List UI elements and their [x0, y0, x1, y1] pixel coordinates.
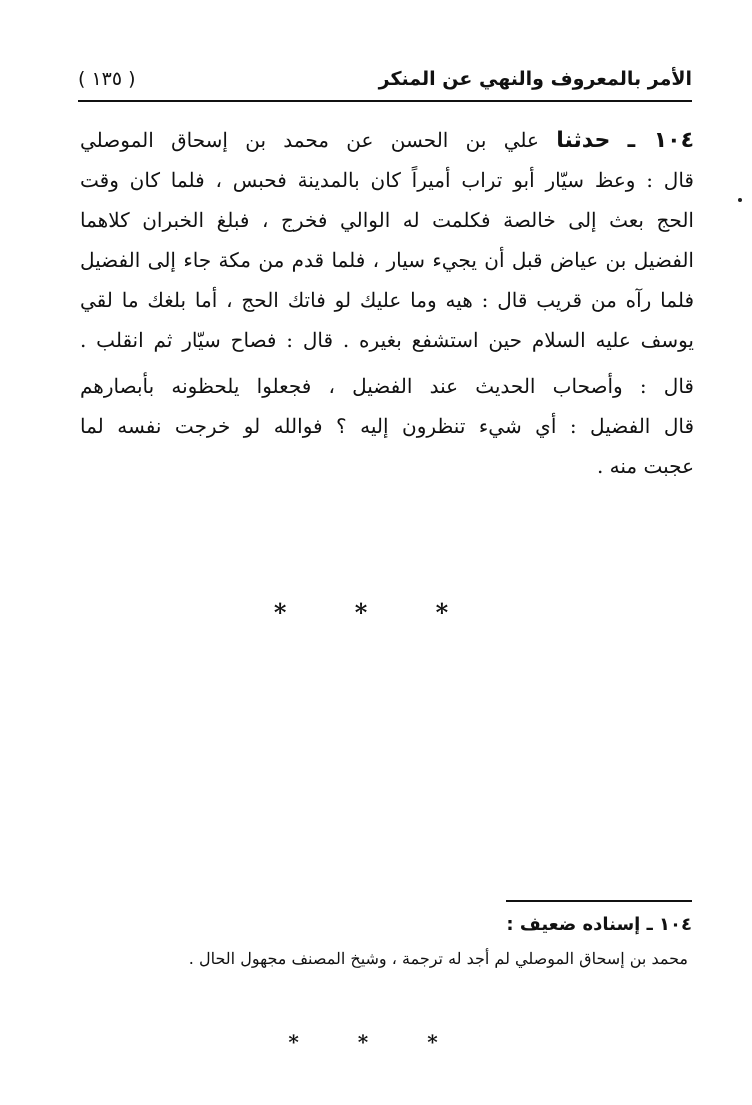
page-number: ( ١٣٥ ) — [78, 68, 136, 90]
footnote-rule — [506, 900, 692, 902]
hadith-line-3: الحج بعث إلى خالصة فكلمت له الوالي فخرج ، فبلغ الخبران كلاهما — [80, 208, 694, 232]
margin-dot — [738, 198, 742, 202]
footnote — [80, 908, 692, 976]
hadith-lead-word: حدثنا — [556, 128, 611, 153]
section-separator: * * * — [273, 598, 479, 627]
footer-separator: * * * — [288, 1030, 464, 1054]
footnote-heading: ١٠٤ ـ إسناده ضعيف : — [506, 914, 692, 935]
hadith-line-1 — [80, 120, 694, 160]
hadith-line-4: الفضيل بن عياض قبل أن يجيء سيار ، فلما قدم من مكة جاء إلى الفضيل — [80, 248, 694, 272]
hadith-line-8: قال الفضيل : أي شيء تنظرون إليه ؟ فوالله لو خرجت نفسه لما — [80, 414, 694, 438]
hadith-line-6: يوسف عليه السلام حين استشفع بغيره . قال : فصاح سيّار ثم انقلب . — [80, 328, 694, 352]
hadith-line-9: عجبت منه . — [596, 454, 694, 478]
hadith-line-7: قال : وأصحاب الحديث عند الفضيل ، فجعلوا يلحظونه بأبصارهم — [80, 374, 694, 398]
header-rule — [78, 100, 692, 102]
hadith-text — [80, 120, 694, 486]
hadith-paragraph-1 — [80, 120, 694, 360]
hadith-number: ١٠٤ ـ — [627, 128, 694, 153]
hadith-line-text: علي بن الحسن عن محمد بن إسحاق الموصلي — [80, 128, 539, 152]
running-title: الأمر بالمعروف والنهي عن المنكر — [378, 68, 692, 90]
running-header — [78, 68, 692, 98]
hadith-line-5: فلما رآه من قريب قال : هيه وما عليك لو فاتك الحج ، أما بلغك ما لقي — [80, 288, 694, 312]
hadith-paragraph-2 — [80, 366, 694, 486]
hadith-line-2: قال : وعظ سيّار أبو تراب أميراً كان بالمدينة فحبس ، فلما كان وقت — [80, 168, 694, 192]
footnote-text: محمد بن إسحاق الموصلي لم أجد له ترجمة ، وشيخ المصنف مجهول الحال . — [188, 949, 688, 968]
